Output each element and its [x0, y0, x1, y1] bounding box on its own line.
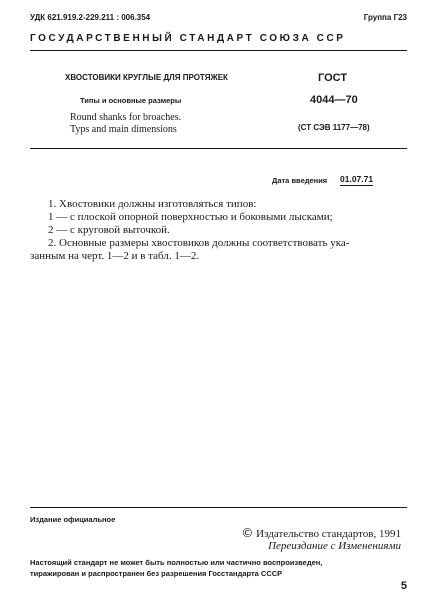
middle-rule [30, 148, 407, 149]
paragraph-dimensions-line-2: занным на черт. 1—2 и в табл. 1—2. [30, 250, 200, 262]
standard-heading: ГОСУДАРСТВЕННЫЙ СТАНДАРТ СОЮЗА ССР [30, 33, 346, 44]
group-code: Группа Г23 [363, 13, 407, 22]
copyright-text: Издательство стандартов, 1991 [256, 528, 401, 540]
introduction-date-label: Дата введения [272, 176, 328, 185]
introduction-date: 01.07.71 [340, 174, 374, 184]
paragraph-dimensions-line-1: 2. Основные размеры хвостовиков должны соответствовать ука- [48, 237, 350, 249]
english-title-line-1: Round shanks for broaches. [70, 112, 182, 123]
copyright-sign: © [241, 526, 254, 540]
reproduction-notice-line-1: Настоящий стандарт не может быть полностью или частично воспроизведен, [30, 558, 323, 567]
copyright [241, 526, 401, 540]
english-title [70, 112, 181, 136]
paragraph-types: 1. Хвостовики должны изготовляться типов: [48, 198, 257, 210]
bottom-rule [30, 507, 407, 508]
gost-number: 4044—70 [310, 94, 358, 106]
gost-label: ГОСТ [318, 72, 348, 84]
page-number: 5 [400, 580, 407, 592]
paragraph-type-1: 1 — с плоской опорной поверхностью и боковыми лысками; [48, 211, 333, 223]
english-title-line-2: Typs and main dimensions [70, 124, 177, 135]
official-edition: Издание официальное [30, 515, 116, 524]
reproduction-notice [30, 557, 407, 579]
document-title: ХВОСТОВИКИ КРУГЛЫЕ ДЛЯ ПРОТЯЖЕК [65, 73, 228, 82]
top-rule [30, 50, 407, 51]
reissue-note: Переиздание с Изменениями [268, 540, 401, 552]
paragraph-type-2: 2 — с круговой выточкой. [48, 224, 170, 236]
cmea-reference: (СТ СЭВ 1177—78) [298, 123, 370, 132]
udk-code: УДК 621.919.2-229.211 : 006.354 [30, 13, 151, 22]
reproduction-notice-line-2: тиражирован и распространен без разрешения Госстандарта СССР [30, 569, 283, 578]
document-subtitle: Типы и основные размеры [80, 96, 182, 105]
body-text [30, 198, 407, 263]
